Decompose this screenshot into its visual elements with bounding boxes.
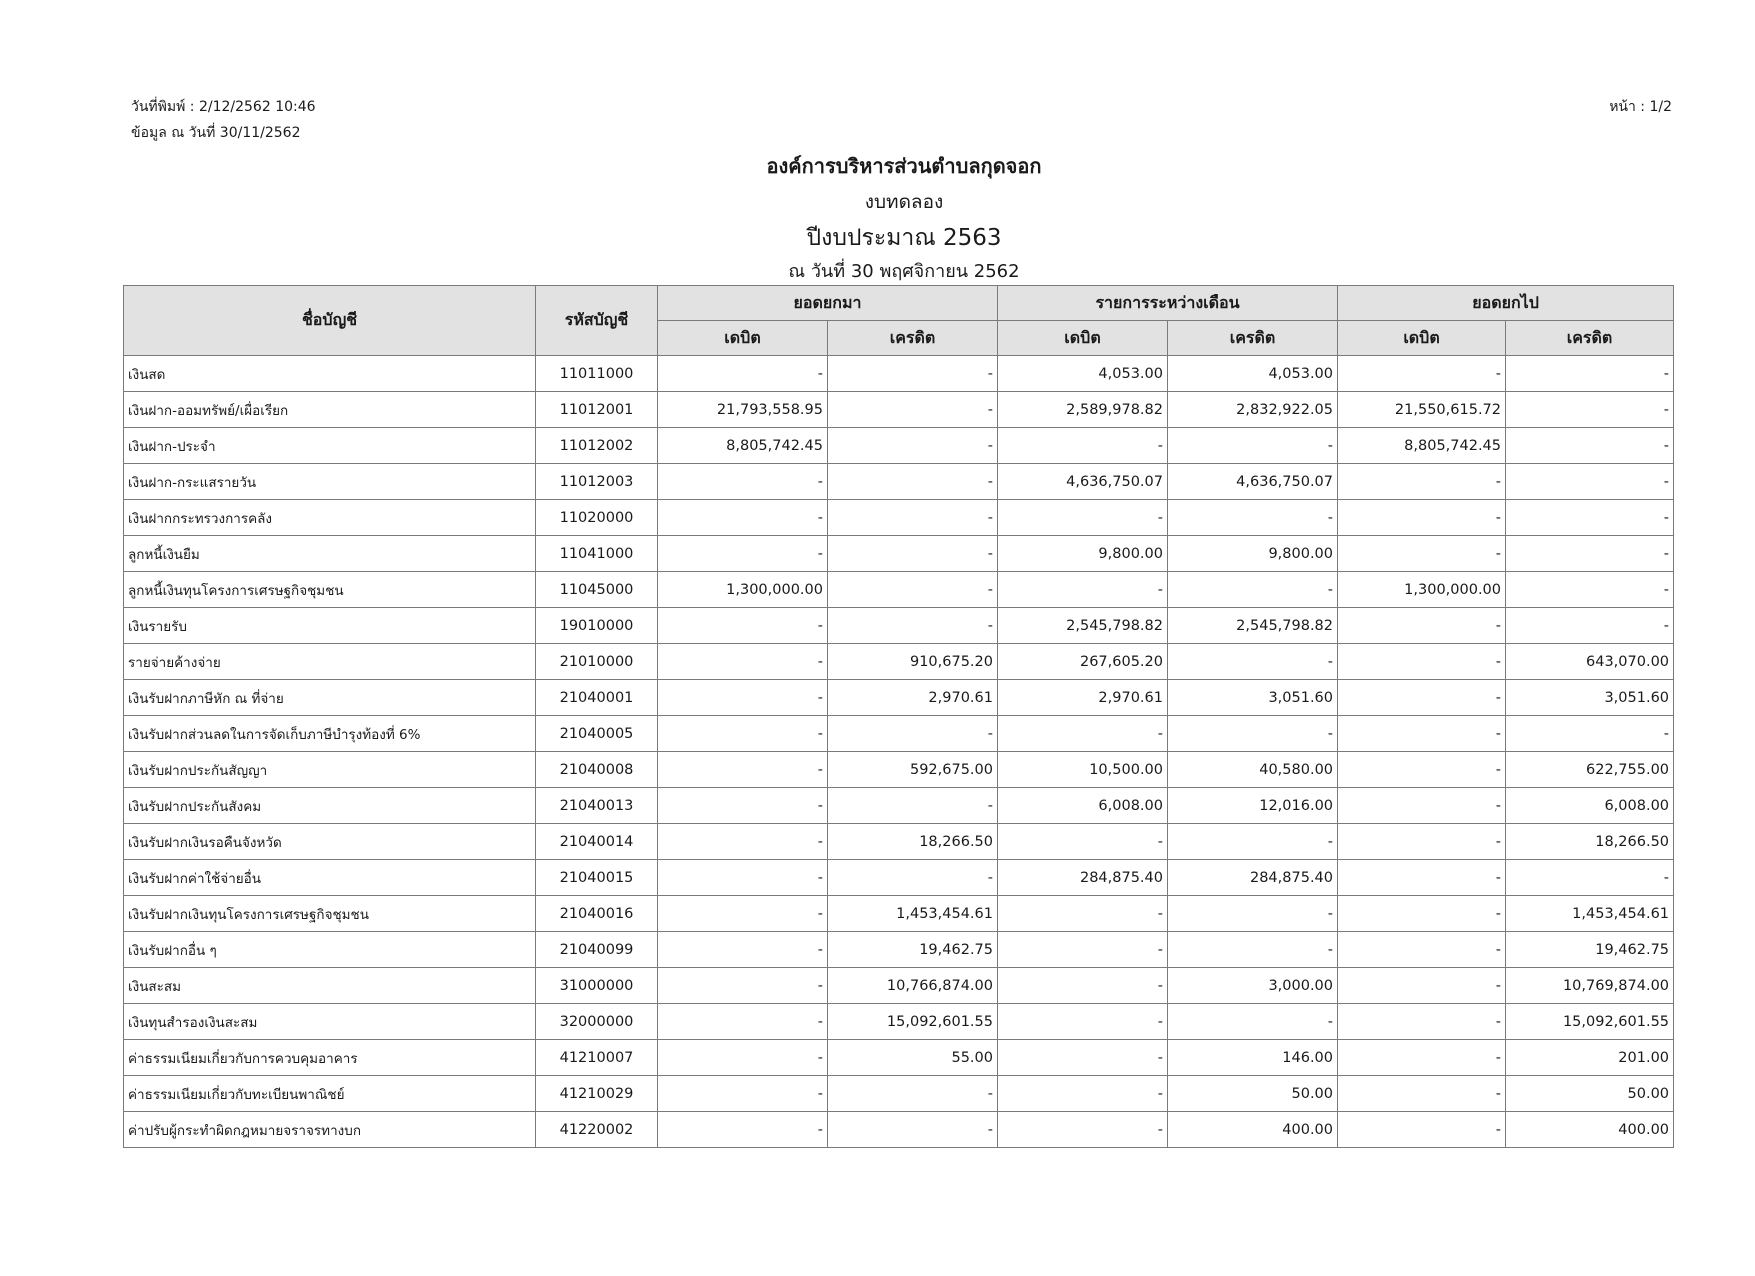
bf-credit-cell: 910,675.20 <box>828 644 998 680</box>
bf-debit-cell: - <box>658 932 828 968</box>
account-name-cell: เงินรับฝากอื่น ๆ <box>124 932 536 968</box>
account-code-cell: 21040016 <box>536 896 658 932</box>
table-row <box>124 968 1674 1004</box>
bf-debit-cell: - <box>658 1004 828 1040</box>
bf-credit-cell: 55.00 <box>828 1040 998 1076</box>
account-name-cell: เงินฝากกระทรวงการคลัง <box>124 500 536 536</box>
table-row <box>124 356 1674 392</box>
account-name-cell: เงินรายรับ <box>124 608 536 644</box>
bf-debit-cell: - <box>658 1040 828 1076</box>
statement-date: ณ วันที่ 30 พฤศจิกายน 2562 <box>788 261 1020 282</box>
table-row <box>124 1076 1674 1112</box>
bf-credit-cell: - <box>828 788 998 824</box>
month-credit-cell: 400.00 <box>1168 1112 1338 1148</box>
account-code-cell: 32000000 <box>536 1004 658 1040</box>
month-credit-cell: 9,800.00 <box>1168 536 1338 572</box>
table-row <box>124 608 1674 644</box>
bf-credit-cell: 15,092,601.55 <box>828 1004 998 1040</box>
month-credit-cell: - <box>1168 716 1338 752</box>
cf-debit-cell: - <box>1338 860 1506 896</box>
table-row <box>124 716 1674 752</box>
table-row <box>124 392 1674 428</box>
data-as-of-date: ข้อมูล ณ วันที่ 30/11/2562 <box>131 125 301 141</box>
month-debit-cell: - <box>998 1004 1168 1040</box>
account-name-cell: ค่าปรับผู้กระทำผิดกฎหมายจราจรทางบก <box>124 1112 536 1148</box>
cf-debit-cell: - <box>1338 536 1506 572</box>
bf-credit-cell: - <box>828 1112 998 1148</box>
account-code-cell: 31000000 <box>536 968 658 1004</box>
page-number: หน้า : 1/2 <box>1609 99 1672 115</box>
account-name-cell: เงินรับฝากเงินทุนโครงการเศรษฐกิจชุมชน <box>124 896 536 932</box>
bf-credit-cell: 2,970.61 <box>828 680 998 716</box>
table-row <box>124 824 1674 860</box>
account-name-cell: เงินรับฝากเงินรอคืนจังหวัด <box>124 824 536 860</box>
table-row <box>124 644 1674 680</box>
account-code-cell: 11011000 <box>536 356 658 392</box>
account-code-cell: 11041000 <box>536 536 658 572</box>
account-code-cell: 21010000 <box>536 644 658 680</box>
bf-debit-cell: - <box>658 680 828 716</box>
month-debit-cell: 267,605.20 <box>998 644 1168 680</box>
cf-debit-cell: - <box>1338 932 1506 968</box>
statement-title: งบทดลอง <box>864 191 944 213</box>
cf-debit-cell: - <box>1338 1076 1506 1112</box>
account-code-cell: 19010000 <box>536 608 658 644</box>
table-row <box>124 572 1674 608</box>
account-code-cell: 11045000 <box>536 572 658 608</box>
fiscal-year: ปีงบประมาณ 2563 <box>806 225 1002 251</box>
table-row <box>124 464 1674 500</box>
header-account-name: ชื่อบัญชี <box>124 286 536 356</box>
header-cf-debit: เดบิต <box>1338 321 1506 356</box>
bf-debit-cell: 21,793,558.95 <box>658 392 828 428</box>
month-credit-cell: - <box>1168 500 1338 536</box>
month-debit-cell: - <box>998 1076 1168 1112</box>
bf-credit-cell: 592,675.00 <box>828 752 998 788</box>
account-code-cell: 21040099 <box>536 932 658 968</box>
cf-debit-cell: - <box>1338 1004 1506 1040</box>
account-name-cell: เงินรับฝากประกันสัญญา <box>124 752 536 788</box>
bf-debit-cell: - <box>658 1076 828 1112</box>
month-credit-cell: - <box>1168 572 1338 608</box>
cf-credit-cell: 6,008.00 <box>1506 788 1674 824</box>
account-code-cell: 11012003 <box>536 464 658 500</box>
bf-credit-cell: - <box>828 356 998 392</box>
table-header <box>124 286 1674 356</box>
month-credit-cell: - <box>1168 824 1338 860</box>
month-debit-cell: 6,008.00 <box>998 788 1168 824</box>
bf-debit-cell: - <box>658 356 828 392</box>
month-debit-cell: 10,500.00 <box>998 752 1168 788</box>
month-credit-cell: - <box>1168 644 1338 680</box>
header-bf-debit: เดบิต <box>658 321 828 356</box>
bf-debit-cell: 8,805,742.45 <box>658 428 828 464</box>
cf-credit-cell: - <box>1506 392 1674 428</box>
bf-debit-cell: - <box>658 752 828 788</box>
month-debit-cell: 2,545,798.82 <box>998 608 1168 644</box>
account-name-cell: เงินฝาก-ออมทรัพย์/เผื่อเรียก <box>124 392 536 428</box>
cf-credit-cell: - <box>1506 356 1674 392</box>
cf-debit-cell: - <box>1338 788 1506 824</box>
bf-credit-cell: - <box>828 608 998 644</box>
account-code-cell: 21040008 <box>536 752 658 788</box>
bf-debit-cell: - <box>658 968 828 1004</box>
cf-credit-cell: 10,769,874.00 <box>1506 968 1674 1004</box>
cf-credit-cell: 1,453,454.61 <box>1506 896 1674 932</box>
bf-debit-cell: - <box>658 788 828 824</box>
month-credit-cell: 2,545,798.82 <box>1168 608 1338 644</box>
account-name-cell: ลูกหนี้เงินทุนโครงการเศรษฐกิจชุมชน <box>124 572 536 608</box>
header-bf-credit: เครดิต <box>828 321 998 356</box>
table-row <box>124 788 1674 824</box>
cf-credit-cell: - <box>1506 572 1674 608</box>
account-name-cell: เงินรับฝากภาษีหัก ณ ที่จ่าย <box>124 680 536 716</box>
cf-debit-cell: - <box>1338 680 1506 716</box>
bf-debit-cell: - <box>658 644 828 680</box>
account-name-cell: เงินฝาก-กระแสรายวัน <box>124 464 536 500</box>
cf-credit-cell: - <box>1506 428 1674 464</box>
cf-credit-cell: 201.00 <box>1506 1040 1674 1076</box>
account-code-cell: 21040005 <box>536 716 658 752</box>
bf-credit-cell: - <box>828 536 998 572</box>
month-debit-cell: - <box>998 716 1168 752</box>
month-debit-cell: - <box>998 968 1168 1004</box>
cf-debit-cell: - <box>1338 824 1506 860</box>
header-cf-credit: เครดิต <box>1506 321 1674 356</box>
bf-credit-cell: 19,462.75 <box>828 932 998 968</box>
account-code-cell: 11020000 <box>536 500 658 536</box>
account-code-cell: 11012002 <box>536 428 658 464</box>
header-month-debit: เดบิต <box>998 321 1168 356</box>
month-debit-cell: 2,970.61 <box>998 680 1168 716</box>
table-row <box>124 1004 1674 1040</box>
bf-debit-cell: - <box>658 608 828 644</box>
bf-debit-cell: - <box>658 464 828 500</box>
bf-credit-cell: - <box>828 716 998 752</box>
cf-credit-cell: 18,266.50 <box>1506 824 1674 860</box>
cf-debit-cell: - <box>1338 464 1506 500</box>
table-row <box>124 752 1674 788</box>
table-row <box>124 896 1674 932</box>
account-code-cell: 21040015 <box>536 860 658 896</box>
header-month-credit: เครดิต <box>1168 321 1338 356</box>
month-credit-cell: - <box>1168 428 1338 464</box>
account-code-cell: 41210029 <box>536 1076 658 1112</box>
month-credit-cell: 4,053.00 <box>1168 356 1338 392</box>
account-name-cell: เงินสะสม <box>124 968 536 1004</box>
cf-credit-cell: - <box>1506 716 1674 752</box>
table-row <box>124 932 1674 968</box>
month-debit-cell: - <box>998 572 1168 608</box>
trial-balance-table <box>123 285 1674 1148</box>
month-debit-cell: 284,875.40 <box>998 860 1168 896</box>
month-debit-cell: - <box>998 1112 1168 1148</box>
bf-credit-cell: 18,266.50 <box>828 824 998 860</box>
month-debit-cell: - <box>998 1040 1168 1076</box>
account-code-cell: 11012001 <box>536 392 658 428</box>
bf-debit-cell: 1,300,000.00 <box>658 572 828 608</box>
cf-credit-cell: 3,051.60 <box>1506 680 1674 716</box>
table-row <box>124 680 1674 716</box>
bf-credit-cell: - <box>828 572 998 608</box>
cf-credit-cell: 50.00 <box>1506 1076 1674 1112</box>
month-credit-cell: - <box>1168 896 1338 932</box>
table-row <box>124 860 1674 896</box>
month-credit-cell: - <box>1168 1004 1338 1040</box>
month-debit-cell: - <box>998 428 1168 464</box>
month-debit-cell: - <box>998 896 1168 932</box>
cf-credit-cell: 19,462.75 <box>1506 932 1674 968</box>
cf-debit-cell: 8,805,742.45 <box>1338 428 1506 464</box>
account-code-cell: 41210007 <box>536 1040 658 1076</box>
organization-name: องค์การบริหารส่วนตำบลกุดจอก <box>766 154 1042 178</box>
account-name-cell: ค่าธรรมเนียมเกี่ยวกับการควบคุมอาคาร <box>124 1040 536 1076</box>
account-name-cell: เงินรับฝากประกันสังคม <box>124 788 536 824</box>
bf-credit-cell: - <box>828 1076 998 1112</box>
month-credit-cell: - <box>1168 932 1338 968</box>
account-name-cell: เงินทุนสำรองเงินสะสม <box>124 1004 536 1040</box>
month-debit-cell: 9,800.00 <box>998 536 1168 572</box>
header-brought-forward: ยอดยกมา <box>658 286 998 321</box>
table-row <box>124 500 1674 536</box>
cf-credit-cell: - <box>1506 860 1674 896</box>
bf-debit-cell: - <box>658 716 828 752</box>
month-debit-cell: - <box>998 824 1168 860</box>
cf-debit-cell: - <box>1338 968 1506 1004</box>
cf-debit-cell: - <box>1338 896 1506 932</box>
cf-debit-cell: - <box>1338 356 1506 392</box>
header-during-month: รายการระหว่างเดือน <box>998 286 1338 321</box>
print-date: วันที่พิมพ์ : 2/12/2562 10:46 <box>131 99 316 115</box>
month-debit-cell: - <box>998 932 1168 968</box>
account-name-cell: เงินรับฝากค่าใช้จ่ายอื่น <box>124 860 536 896</box>
month-debit-cell: 4,636,750.07 <box>998 464 1168 500</box>
cf-credit-cell: 622,755.00 <box>1506 752 1674 788</box>
cf-credit-cell: - <box>1506 464 1674 500</box>
bf-credit-cell: 1,453,454.61 <box>828 896 998 932</box>
cf-credit-cell: - <box>1506 608 1674 644</box>
month-debit-cell: 2,589,978.82 <box>998 392 1168 428</box>
account-name-cell: ค่าธรรมเนียมเกี่ยวกับทะเบียนพาณิชย์ <box>124 1076 536 1112</box>
cf-credit-cell: 400.00 <box>1506 1112 1674 1148</box>
bf-credit-cell: - <box>828 860 998 896</box>
account-code-cell: 41220002 <box>536 1112 658 1148</box>
bf-credit-cell: 10,766,874.00 <box>828 968 998 1004</box>
table-body <box>124 356 1674 1148</box>
cf-credit-cell: 15,092,601.55 <box>1506 1004 1674 1040</box>
account-name-cell: เงินรับฝากส่วนลดในการจัดเก็บภาษีบำรุงท้องที่ 6% <box>124 716 536 752</box>
table-row <box>124 536 1674 572</box>
account-code-cell: 21040001 <box>536 680 658 716</box>
bf-debit-cell: - <box>658 860 828 896</box>
account-name-cell: รายจ่ายค้างจ่าย <box>124 644 536 680</box>
cf-debit-cell: - <box>1338 608 1506 644</box>
bf-credit-cell: - <box>828 392 998 428</box>
month-credit-cell: 146.00 <box>1168 1040 1338 1076</box>
account-name-cell: เงินฝาก-ประจำ <box>124 428 536 464</box>
account-name-cell: ลูกหนี้เงินยืม <box>124 536 536 572</box>
month-credit-cell: 3,000.00 <box>1168 968 1338 1004</box>
month-credit-cell: 12,016.00 <box>1168 788 1338 824</box>
header-account-code: รหัสบัญชี <box>536 286 658 356</box>
cf-debit-cell: - <box>1338 716 1506 752</box>
bf-credit-cell: - <box>828 500 998 536</box>
cf-debit-cell: - <box>1338 1040 1506 1076</box>
cf-debit-cell: - <box>1338 644 1506 680</box>
cf-debit-cell: - <box>1338 1112 1506 1148</box>
bf-credit-cell: - <box>828 428 998 464</box>
cf-credit-cell: - <box>1506 536 1674 572</box>
cf-credit-cell: 643,070.00 <box>1506 644 1674 680</box>
account-name-cell: เงินสด <box>124 356 536 392</box>
bf-debit-cell: - <box>658 500 828 536</box>
month-credit-cell: 2,832,922.05 <box>1168 392 1338 428</box>
header-carried-forward: ยอดยกไป <box>1338 286 1674 321</box>
account-code-cell: 21040014 <box>536 824 658 860</box>
month-debit-cell: 4,053.00 <box>998 356 1168 392</box>
table-row <box>124 1112 1674 1148</box>
cf-debit-cell: - <box>1338 500 1506 536</box>
table-row <box>124 428 1674 464</box>
month-debit-cell: - <box>998 500 1168 536</box>
cf-debit-cell: - <box>1338 752 1506 788</box>
bf-debit-cell: - <box>658 536 828 572</box>
report-meta <box>131 94 316 146</box>
cf-debit-cell: 1,300,000.00 <box>1338 572 1506 608</box>
cf-credit-cell: - <box>1506 500 1674 536</box>
month-credit-cell: 40,580.00 <box>1168 752 1338 788</box>
account-code-cell: 21040013 <box>536 788 658 824</box>
bf-credit-cell: - <box>828 464 998 500</box>
bf-debit-cell: - <box>658 824 828 860</box>
month-credit-cell: 284,875.40 <box>1168 860 1338 896</box>
table-row <box>124 1040 1674 1076</box>
cf-debit-cell: 21,550,615.72 <box>1338 392 1506 428</box>
month-credit-cell: 50.00 <box>1168 1076 1338 1112</box>
bf-debit-cell: - <box>658 896 828 932</box>
month-credit-cell: 3,051.60 <box>1168 680 1338 716</box>
month-credit-cell: 4,636,750.07 <box>1168 464 1338 500</box>
bf-debit-cell: - <box>658 1112 828 1148</box>
